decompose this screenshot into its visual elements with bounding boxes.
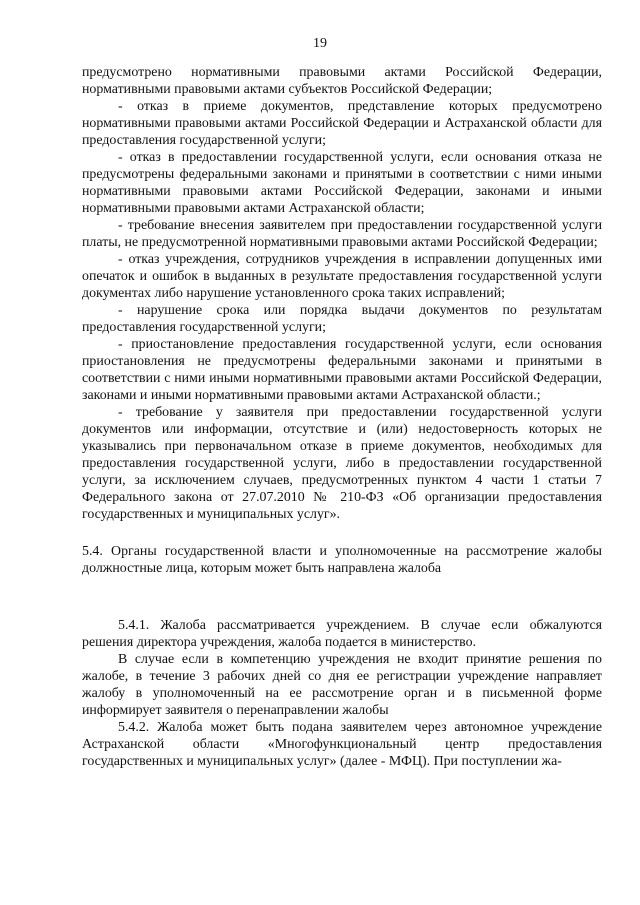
list-item: - требование внесения заявителем при предоставлении государственной услуги платы, не предусмотренной нормативными правовыми актами Российской Федерации; [82, 218, 602, 250]
list-item: - отказ учреждения, сотрудников учреждения в исправлении допущенных ими опечаток и ошибок в выданных в результате предоставления государственной услуги документах либо нарушение установленного срока таких исправлений; [82, 252, 602, 301]
paragraph: предусмотрено нормативными правовыми актами Российской Федерации, нормативными правовыми актами субъектов Российской Федерации; [82, 65, 602, 97]
paragraph: 5.4.1. Жалоба рассматривается учреждением. В случае если обжалуются решения директора учреждения, жалоба подается в министерство. [82, 618, 602, 650]
list-item: - отказ в приеме документов, представление которых предусмотрено нормативными правовыми актами Российской Федерации и Астраханской области для предоставления государственной услуги; [82, 99, 602, 148]
document-body [82, 64, 602, 770]
paragraph: В случае если в компетенцию учреждения не входит принятие решения по жалобе, в течение 3 рабочих дней со дня ее регистрации учреждение направляет жалобу в уполномоченный на ее рассмотрение орган и в письменной форме информирует заявителя о перенаправлении жалобы [82, 652, 602, 718]
list-item: - требование у заявителя при предоставлении государственной услуги документов или информации, отсутствие и (или) недостоверность которых не указывались при первоначальном отказе в приеме документов, необходимых для предоставления государственной услуги, либо в предоставлении государственной услуги, за исключением случаев, предусмотренных пунктом 4 части 1 статьи 7 Федерального закона от 27.07.2010 № 210-ФЗ «Об организации предоставления государственных и муниципальных услуг». [82, 405, 602, 522]
page-number: 19 [313, 36, 327, 51]
list-item: - нарушение срока или порядка выдачи документов по результатам предоставления государственной услуги; [82, 303, 602, 335]
list-item: - приостановление предоставления государственной услуги, если основания приостановления не предусмотрены федеральными законами и принятыми в соответствии с ними иными нормативными правовыми актами Российской Федерации, законами и иными нормативными правовыми актами Астраханской области.; [82, 337, 602, 403]
paragraph: 5.4.2. Жалоба может быть подана заявителем через автономное учреждение Астраханской области «Многофункциональный центр предоставления государственных и муниципальных услуг» (далее - МФЦ). При поступлении жа- [82, 720, 602, 769]
spacer [82, 577, 602, 617]
list-item: - отказ в предоставлении государственной услуги, если основания отказа не предусмотрены федеральными законами и принятыми в соответствии с ними иными нормативными правовыми актами Российской Федерации, законами и иными нормативными правовыми актами Астраханской области; [82, 150, 602, 216]
section-heading: 5.4. Органы государственной власти и уполномоченные на рассмотрение жалобы должностные лица, которым может быть направлена жалоба [82, 544, 602, 576]
